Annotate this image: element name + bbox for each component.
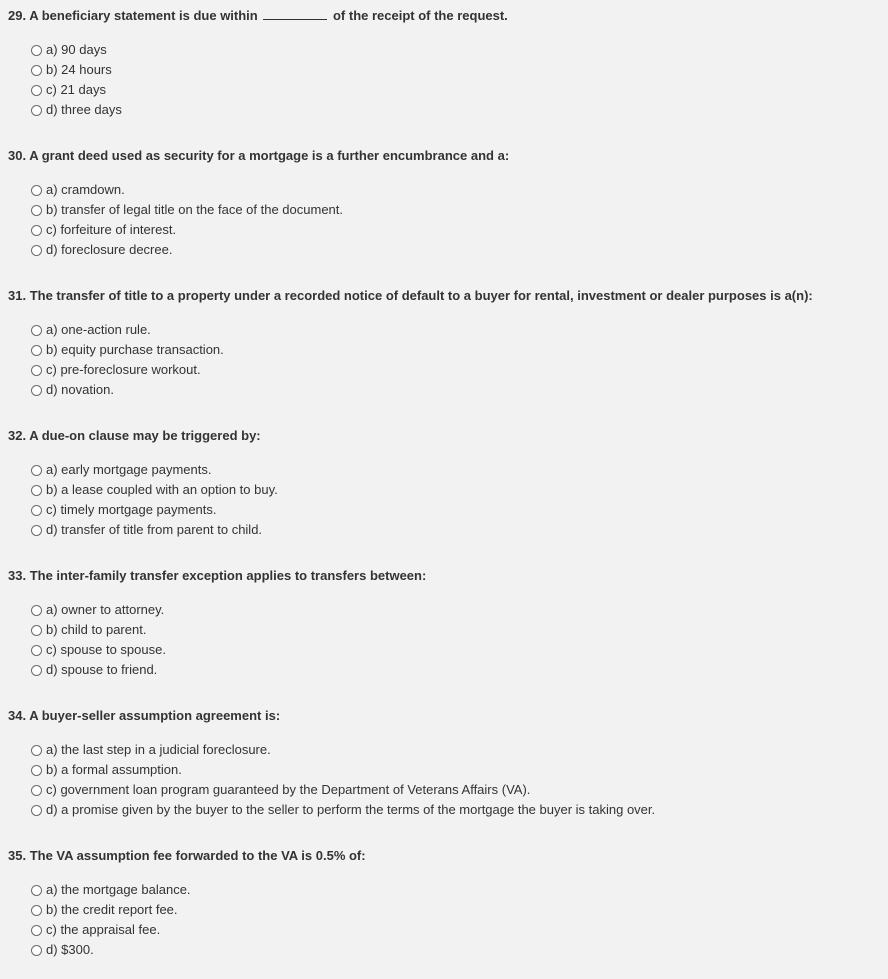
option-label: b) 24 hours [46,62,112,77]
radio-button[interactable] [31,225,42,236]
question-text [8,7,508,25]
option-label: b) equity purchase transaction. [46,342,224,357]
option-label: a) the last step in a judicial foreclosure. [46,742,271,757]
question-text [8,427,261,445]
radio-button[interactable] [31,605,42,616]
radio-button[interactable] [31,485,42,496]
radio-button[interactable] [31,885,42,896]
option-a[interactable] [31,460,211,480]
option-c[interactable] [31,360,201,380]
radio-button[interactable] [31,45,42,56]
option-a[interactable] [31,320,151,340]
option-d[interactable] [31,520,262,540]
option-label: a) one-action rule. [46,322,151,337]
radio-button[interactable] [31,905,42,916]
radio-button[interactable] [31,665,42,676]
answer-blank [263,7,327,20]
question-text [8,567,426,585]
option-label: a) 90 days [46,42,107,57]
option-label: c) spouse to spouse. [46,642,166,657]
question-text [8,707,280,725]
radio-button[interactable] [31,785,42,796]
option-label: c) forfeiture of interest. [46,222,177,237]
radio-button[interactable] [31,345,42,356]
option-label: c) the appraisal fee. [46,922,161,937]
question-number: 34. [8,708,27,723]
option-label: b) the credit report fee. [46,902,178,917]
radio-button[interactable] [31,85,42,96]
option-label: d) spouse to friend. [46,662,158,677]
option-d[interactable] [31,380,114,400]
option-label: d) transfer of title from parent to child. [46,522,263,537]
question-text [8,147,509,165]
option-b[interactable] [31,60,112,80]
option-a[interactable] [31,740,271,760]
option-b[interactable] [31,900,178,920]
option-c[interactable] [31,220,176,240]
option-a[interactable] [31,600,164,620]
radio-button[interactable] [31,105,42,116]
question-number: 33. [8,568,27,583]
question-text [8,847,366,865]
question-text [8,287,813,305]
question-body: A grant deed used as security for a mortgage is a further encumbrance and a: [29,148,510,163]
option-d[interactable] [31,660,157,680]
radio-button[interactable] [31,945,42,956]
radio-button[interactable] [31,245,42,256]
option-d[interactable] [31,100,122,120]
option-c[interactable] [31,780,530,800]
option-label: d) $300. [46,942,94,957]
option-label: a) owner to attorney. [46,602,165,617]
option-label: d) foreclosure decree. [46,242,173,257]
option-label: d) a promise given by the buyer to the seller to perform the terms of the mortgage the buyer is taking over. [46,802,656,817]
option-label: d) three days [46,102,122,117]
option-a[interactable] [31,880,191,900]
option-a[interactable] [31,180,125,200]
option-d[interactable] [31,940,94,960]
option-label: c) timely mortgage payments. [46,502,217,517]
option-b[interactable] [31,340,224,360]
option-a[interactable] [31,40,107,60]
option-b[interactable] [31,480,278,500]
radio-button[interactable] [31,925,42,936]
radio-button[interactable] [31,365,42,376]
question-number: 30. [8,148,27,163]
radio-button[interactable] [31,185,42,196]
option-label: a) early mortgage payments. [46,462,212,477]
radio-button[interactable] [31,325,42,336]
radio-button[interactable] [31,505,42,516]
option-label: c) 21 days [46,82,106,97]
option-c[interactable] [31,920,160,940]
option-b[interactable] [31,620,146,640]
question-body: The inter-family transfer exception applies to transfers between: [29,568,427,583]
question-text-after: of the receipt of the request. [332,8,508,23]
option-d[interactable] [31,800,655,820]
question-body: The VA assumption fee forwarded to the VA is 0.5% of: [29,848,366,863]
question-text-before: A beneficiary statement is due within [29,8,258,23]
option-b[interactable] [31,760,182,780]
radio-button[interactable] [31,625,42,636]
option-c[interactable] [31,640,166,660]
question-number: 35. [8,848,27,863]
radio-button[interactable] [31,385,42,396]
option-label: d) novation. [46,382,114,397]
question-body: The transfer of title to a property under a recorded notice of default to a buyer for rental, investment or dealer purposes is a(n): [29,288,813,303]
question-number: 32. [8,428,27,443]
radio-button[interactable] [31,745,42,756]
radio-button[interactable] [31,525,42,536]
option-label: b) a formal assumption. [46,762,182,777]
question-number: 31. [8,288,27,303]
option-b[interactable] [31,200,343,220]
question-body: A buyer-seller assumption agreement is: [29,708,281,723]
radio-button[interactable] [31,205,42,216]
option-c[interactable] [31,80,106,100]
radio-button[interactable] [31,805,42,816]
question-number: 29. [8,8,27,23]
option-label: a) cramdown. [46,182,125,197]
radio-button[interactable] [31,645,42,656]
option-label: c) government loan program guaranteed by the Department of Veterans Affairs (VA). [46,782,531,797]
radio-button[interactable] [31,465,42,476]
option-d[interactable] [31,240,172,260]
option-label: b) child to parent. [46,622,147,637]
option-label: b) transfer of legal title on the face of the document. [46,202,344,217]
option-label: b) a lease coupled with an option to buy. [46,482,278,497]
option-c[interactable] [31,500,217,520]
radio-button[interactable] [31,765,42,776]
radio-button[interactable] [31,65,42,76]
question-body: A due-on clause may be triggered by: [29,428,261,443]
option-label: a) the mortgage balance. [46,882,191,897]
option-label: c) pre-foreclosure workout. [46,362,201,377]
